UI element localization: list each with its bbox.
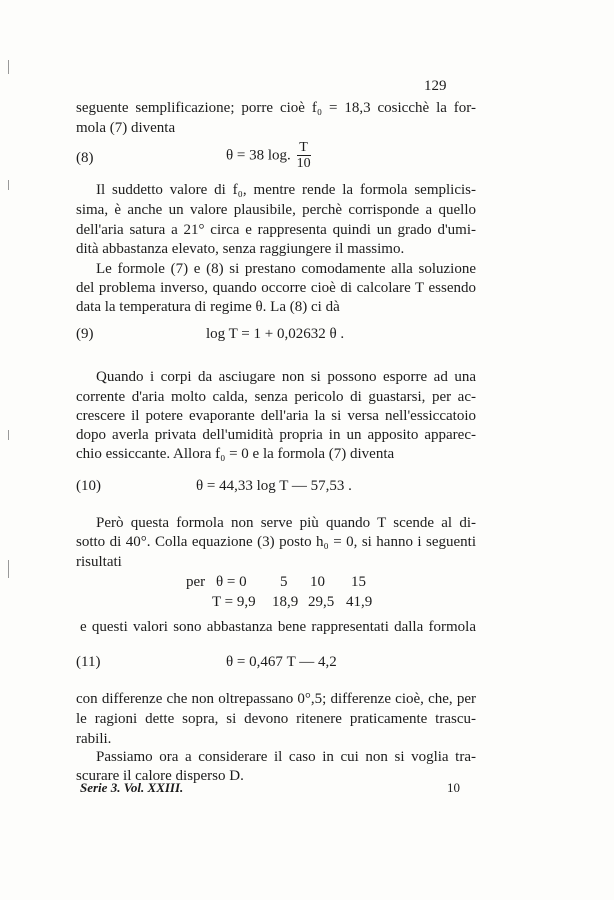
text-line: risultati xyxy=(76,554,122,570)
text-line: mola (7) diventa xyxy=(76,120,176,136)
text-line: dell'aria satura a 21° circa e rappresenta quindi un grado d'umi- xyxy=(76,222,476,238)
text-line: sotto di 40°. Colla equazione (3) posto h₀ = 0, si hanno i seguenti xyxy=(76,534,476,550)
text-line: corrente d'aria molto calda, senza pericolo di guastarsi, per ac- xyxy=(76,389,476,405)
fraction xyxy=(297,141,311,171)
table-cell: T = 9,9 xyxy=(212,594,256,610)
text-line: data la temperatura di regime θ. La (8) ci dà xyxy=(76,299,340,315)
text-line: rabili. xyxy=(76,731,112,747)
text-line: crescere il potere evaporante dell'aria la si versa nell'essiccatoio xyxy=(76,408,476,424)
text-line: Quando i corpi da asciugare non si possono esporre ad una xyxy=(96,369,476,385)
fraction-denominator: 10 xyxy=(296,156,311,171)
equation-label: (9) xyxy=(76,326,94,342)
table-cell: 41,9 xyxy=(346,594,373,610)
table-cell: 29,5 xyxy=(308,594,335,610)
text-line: sima, è anche un valore plausibile, perchè corrisponde a quello xyxy=(76,202,476,218)
margin-mark xyxy=(8,60,9,74)
table-cell: per xyxy=(186,574,206,590)
table-cell: 18,9 xyxy=(272,594,299,610)
equation-10: θ = 44,33 log T — 57,53 . xyxy=(196,478,352,494)
table-cell: 10 xyxy=(310,574,325,590)
text-line: chio essiccante. Allora f₀ = 0 e la formola (7) diventa xyxy=(76,446,395,462)
page-footer xyxy=(80,780,460,796)
footer-signature: 10 xyxy=(447,780,460,795)
text-line: scurare il calore disperso D. xyxy=(76,768,244,784)
equation-9: log T = 1 + 0,02632 θ . xyxy=(206,326,345,342)
table-cell: 5 xyxy=(280,574,288,590)
text-line: e questi valori sono abbastanza bene rappresentati dalla formola xyxy=(80,619,476,635)
text-line: le ragioni dette sopra, si devono ritenere praticamente trascu- xyxy=(76,711,476,727)
text-line: Però questa formola non serve più quando T scende al di- xyxy=(96,515,476,531)
equation-label: (8) xyxy=(76,150,94,166)
equation-8 xyxy=(226,141,311,171)
text-line: dopo averla privata dell'umidità propria in un apposito apparec- xyxy=(76,427,476,443)
text-line: Le formole (7) e (8) si prestano comodamente alla soluzione xyxy=(96,261,476,277)
margin-mark xyxy=(8,180,9,190)
text-line: Passiamo ora a considerare il caso in cui non si voglia tra- xyxy=(96,749,476,765)
table-cell: 15 xyxy=(351,574,366,590)
equation-8-lhs: θ = 38 log. xyxy=(226,147,291,164)
equation-label: (10) xyxy=(76,478,101,494)
equation-11: θ = 0,467 T — 4,2 xyxy=(226,654,337,670)
page-number: 129 xyxy=(424,78,447,94)
fraction-numerator: T xyxy=(297,141,311,156)
text-line: con differenze che non oltrepassano 0°,5; differenze cioè, che, per xyxy=(76,691,476,707)
text-line: Il suddetto valore di f₀, mentre rende la formola semplicis- xyxy=(96,182,476,198)
table-cell: θ = 0 xyxy=(216,574,247,590)
text-line: seguente semplificazione; porre cioè f₀ = 18,3 cosicchè la for- xyxy=(76,100,476,116)
equation-label: (11) xyxy=(76,654,101,670)
footer-series: Serie 3. Vol. XXIII. xyxy=(80,780,184,795)
text-line: del problema inverso, quando occorre cioè di calcolare T essendo xyxy=(76,280,476,296)
text-line: dità abbastanza elevato, senza raggiungere il massimo. xyxy=(76,241,405,257)
margin-mark xyxy=(8,560,9,578)
margin-mark xyxy=(8,430,9,440)
